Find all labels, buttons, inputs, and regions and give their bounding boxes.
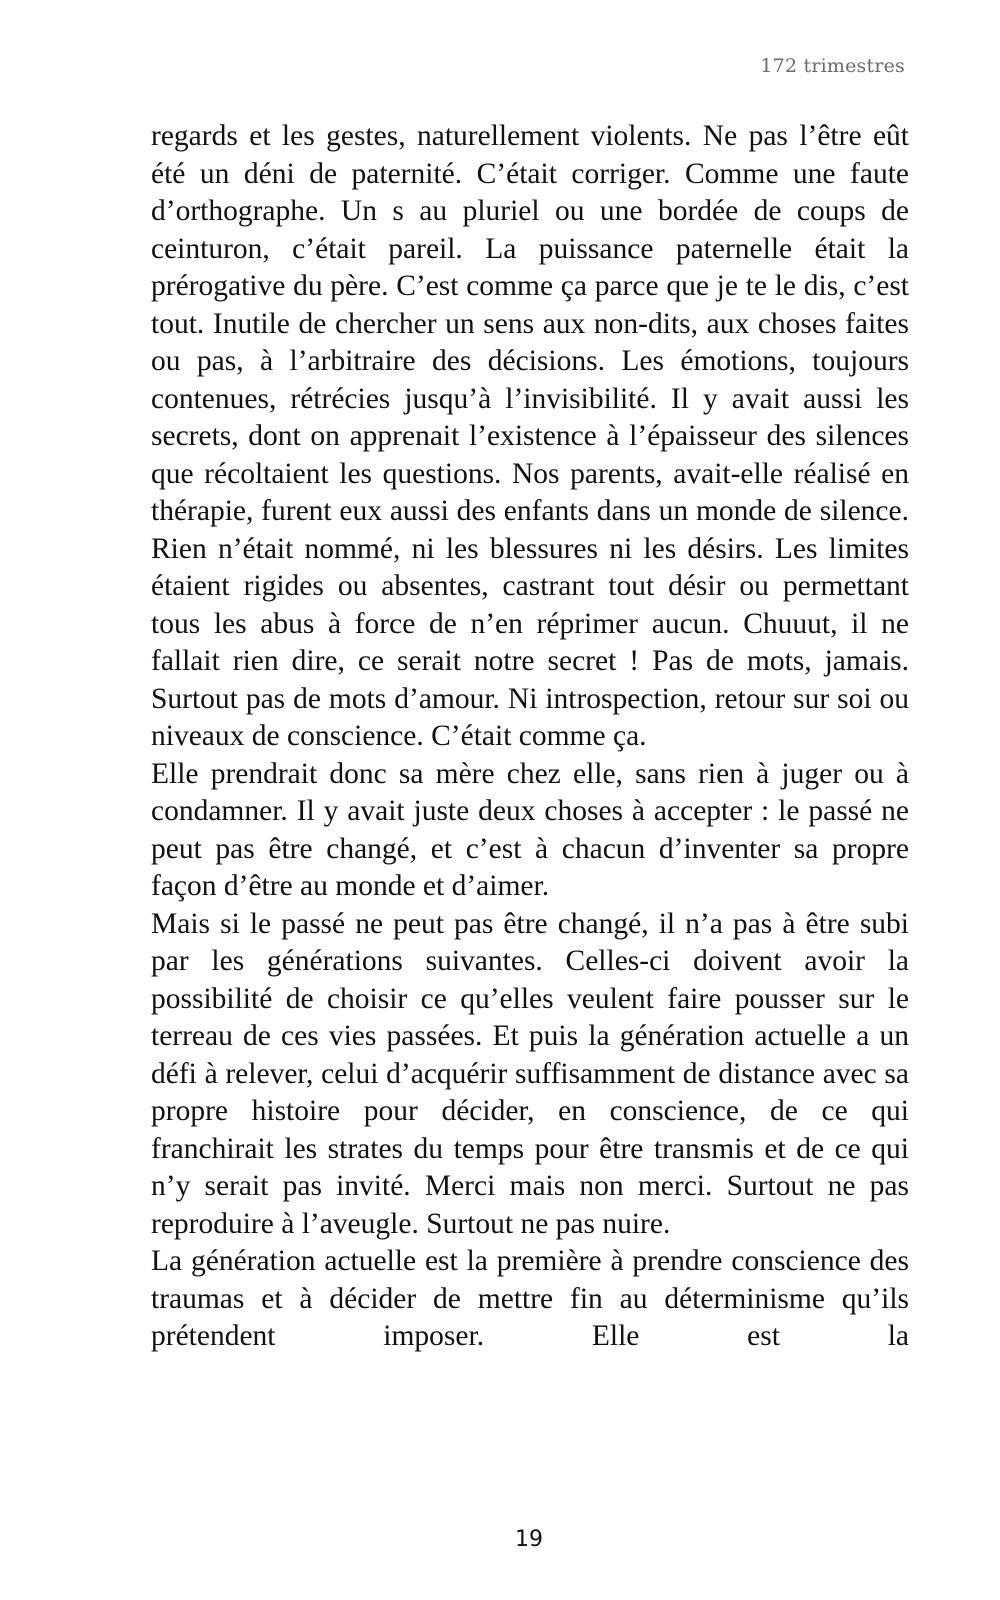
body-text (151, 118, 909, 1356)
paragraph: regards et les gestes, naturellement violents. Ne pas l’être eût été un déni de paternité. C’était corriger. Comme une faute d’orthographe. Un s au pluriel ou une bordée de coups de ceinturon, c’était pareil. La puissance paternelle était la prérogative du père. C’est comme ça parce que je te le dis, c’est tout. Inutile de chercher un sens aux non-dits, aux choses faites ou pas, à l’arbitraire des décisions. Les émotions, toujours contenues, rétrécies jusqu’à l’invisibilité. Il y avait aussi les secrets, dont on apprenait l’existence à l’épaisseur des silences que récoltaient les questions. Nos parents, avait-elle réalisé en thérapie, furent eux aussi des enfants dans un monde de silence. Rien n’était nommé, ni les blessures ni les désirs. Les limites étaient rigides ou absentes, castrant tout désir ou permettant tous les abus à force de n’en réprimer aucun. Chuuut, il ne fallait rien dire, ce serait notre secret ! Pas de mots, jamais. Surtout pas de mots d’amour. Ni introspection, retour sur soi ou niveaux de conscience. C’était comme ça. (151, 120, 909, 752)
paragraph: Mais si le passé ne peut pas être changé, il n’a pas à être subi par les générations suivantes. Celles-ci doivent avoir la possibilité de choisir ce qu’elles veulent faire pousser sur le terreau de ces vies passées. Et puis la génération actuelle a un défi à relever, celui d’acquérir suffisamment de distance avec sa propre histoire pour décider, en conscience, de ce qui franchirait les strates du temps pour être transmis et de ce qui n’y serait pas invité. Merci mais non merci. Surtout ne pas reproduire à l’aveugle. Surtout ne pas nuire. (151, 907, 909, 1240)
paragraph: La génération actuelle est la première à prendre conscience des traumas et à décider de mettre fin au déterminisme qu’ils prétendent imposer. Elle est la (151, 1245, 909, 1352)
page-number: 19 (515, 1527, 543, 1552)
paragraph: Elle prendrait donc sa mère chez elle, sans rien à juger ou à condamner. Il y avait juste deux choses à accepter : le passé ne peut pas être changé, et c’est à chacun d’inventer sa propre façon d’être au monde et d’aimer. (151, 757, 909, 902)
running-header-title: 172 trimestres (760, 55, 905, 77)
